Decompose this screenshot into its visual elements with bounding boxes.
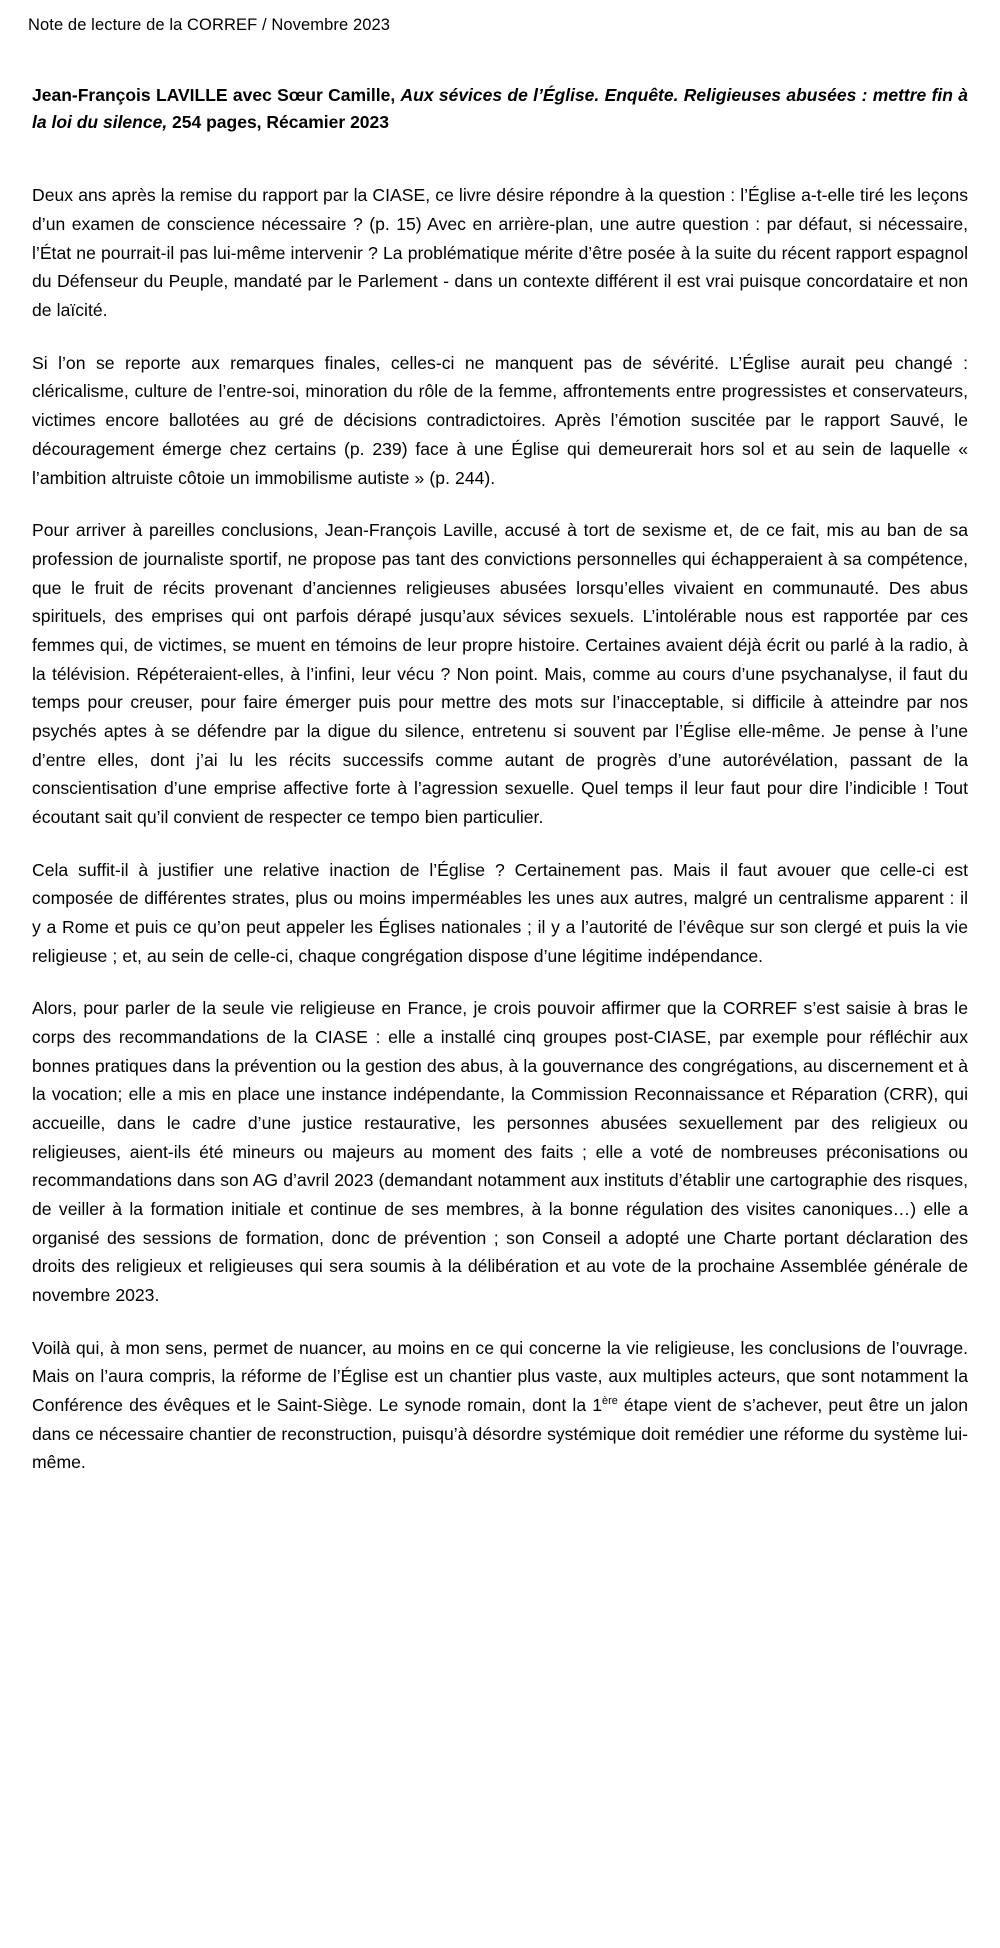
final-paragraph-part1: Voilà qui, à mon sens, permet de nuancer, au moins en ce qui concerne la vie religieuse, les conclusions de l’ouvrage. Mais on l’aura compris, la réforme de l’Église est un chantier plus vaste, aux multiples acteurs, que sont notamment la Conférence des évêques et le Saint-Siège. Le synode romain, dont la 1 bbox=[32, 1337, 968, 1415]
paragraph-3: Pour arriver à pareilles conclusions, Jean-François Laville, accusé à tort de sexisme et, de ce fait, mis au ban de sa profession de journaliste sportif, ne propose pas tant des convictions personnelles qui échapperaient à sa compétence, que le fruit de récits provenant d’anciennes religieuses abusées lorsqu’elles vivaient en communauté. Des abus spirituels, des emprises qui ont parfois dérapé jusqu’aux sévices sexuels. L’intolérable nous est rapportée par ces femmes qui, de victimes, se muent en témoins de leur propre histoire. Certaines avaient déjà écrit ou parlé à la radio, à la télévision. Répéteraient-elles, à l’infini, leur vécu ? Non point. Mais, comme au cours d’une psychanalyse, il faut du temps pour creuser, pour faire émerger puis pour mettre des mots sur l’inacceptable, si difficile à atteindre par nos psychés aptes à se défendre par la digue du silence, entretenu si souvent par l’Église elle-même. Je pense à l’une d’entre elles, dont j’ai lu les récits successifs comme autant de progrès d’une autorévélation, passant de la conscientisation d’une emprise affective forte à l’agression sexuelle. Quel temps il leur faut pour dire l’indicible ! Tout écoutant sait qu’il convient de respecter ce tempo bien particulier. bbox=[32, 520, 968, 827]
document-body bbox=[26, 181, 974, 1477]
book-authors: Jean-François LAVILLE avec Sœur Camille, bbox=[32, 85, 401, 106]
book-reference-title bbox=[26, 82, 974, 135]
ordinal-suffix: ère bbox=[602, 1395, 618, 1408]
book-publication-info: 254 pages, Récamier 2023 bbox=[167, 111, 390, 132]
paragraph-1: Deux ans après la remise du rapport par la CIASE, ce livre désire répondre à la question : l’Église a-t-elle tiré les leçons d’un examen de conscience nécessaire ? (p. 15) Avec en arrière-plan, une autre question : par défaut, si nécessaire, l’État ne pourrait-il pas lui-même intervenir ? La problématique mérite d’être posée à la suite du récent rapport espagnol du Défenseur du Peuple, mandaté par le Parlement - dans un contexte différent il est vrai puisque concordataire et non de laïcité. bbox=[32, 185, 968, 321]
document-header: Note de lecture de la CORREF / Novembre 2023 bbox=[28, 16, 391, 34]
paragraph-2: Si l’on se reporte aux remarques finales, celles-ci ne manquent pas de sévérité. L’Église aurait peu changé : cléricalisme, culture de l’entre-soi, minoration du rôle de la femme, affrontements entre progressistes et conservateurs, victimes encore ballotées au gré de décisions contradictoires. Après l’émotion suscitée par le rapport Sauvé, le découragement émerge chez certains (p. 239) face à une Église qui demeurerait hors sol et au sein de laquelle « l’ambition altruiste côtoie un immobilisme autiste » (p. 244). bbox=[32, 352, 968, 488]
paragraph-5: Alors, pour parler de la seule vie religieuse en France, je crois pouvoir affirmer que la CORREF s’est saisie à bras le corps des recommandations de la CIASE : elle a installé cinq groupes post-CIASE, par exemple pour réfléchir aux bonnes pratiques dans la prévention ou la gestion des abus, à la gouvernance des congrégations, au discernement et à la vocation; elle a mis en place une instance indépendante, la Commission Reconnaissance et Réparation (CRR), qui accueille, dans le cadre d’une justice restaurative, les personnes abusées sexuellement par des religieux ou religieuses, aient-ils été mineurs ou majeurs au moment des faits ; elle a voté de nombreuses préconisations ou recommandations dans son AG d’avril 2023 (demandant notamment aux instituts d’établir une cartographie des risques, de veiller à la formation initiale et continue de ses membres, à la bonne régulation des visites canoniques…) elle a organisé des sessions de formation, donc de prévention ; son Conseil a adopté une Charte portant déclaration des droits des religieux et religieuses qui sera soumis à la délibération et au vote de la prochaine Assemblée générale de novembre 2023. bbox=[32, 998, 968, 1305]
paragraph-6 bbox=[32, 1334, 968, 1477]
paragraph-4: Cela suffit-il à justifier une relative inaction de l’Église ? Certainement pas. Mais il faut avouer que celle-ci est composée de différentes strates, plus ou moins imperméables les unes aux autres, malgré un centralisme apparent : il y a Rome et puis ce qu’on peut appeler les Églises nationales ; il y a l’autorité de l’évêque sur son clergé et puis la vie religieuse ; et, au sein de celle-ci, chaque congrégation dispose d’une légitime indépendance. bbox=[32, 859, 968, 966]
book-work-title: Aux sévices de l’Église. Enquête. Religieuses abusées : mettre fin à la loi du silence, bbox=[32, 85, 969, 132]
final-paragraph-part2: étape vient de s’achever, peut être un jalon dans ce nécessaire chantier de reconstruction, puisqu’à désordre systémique doit remédier une réforme du système lui-même. bbox=[32, 1394, 969, 1473]
